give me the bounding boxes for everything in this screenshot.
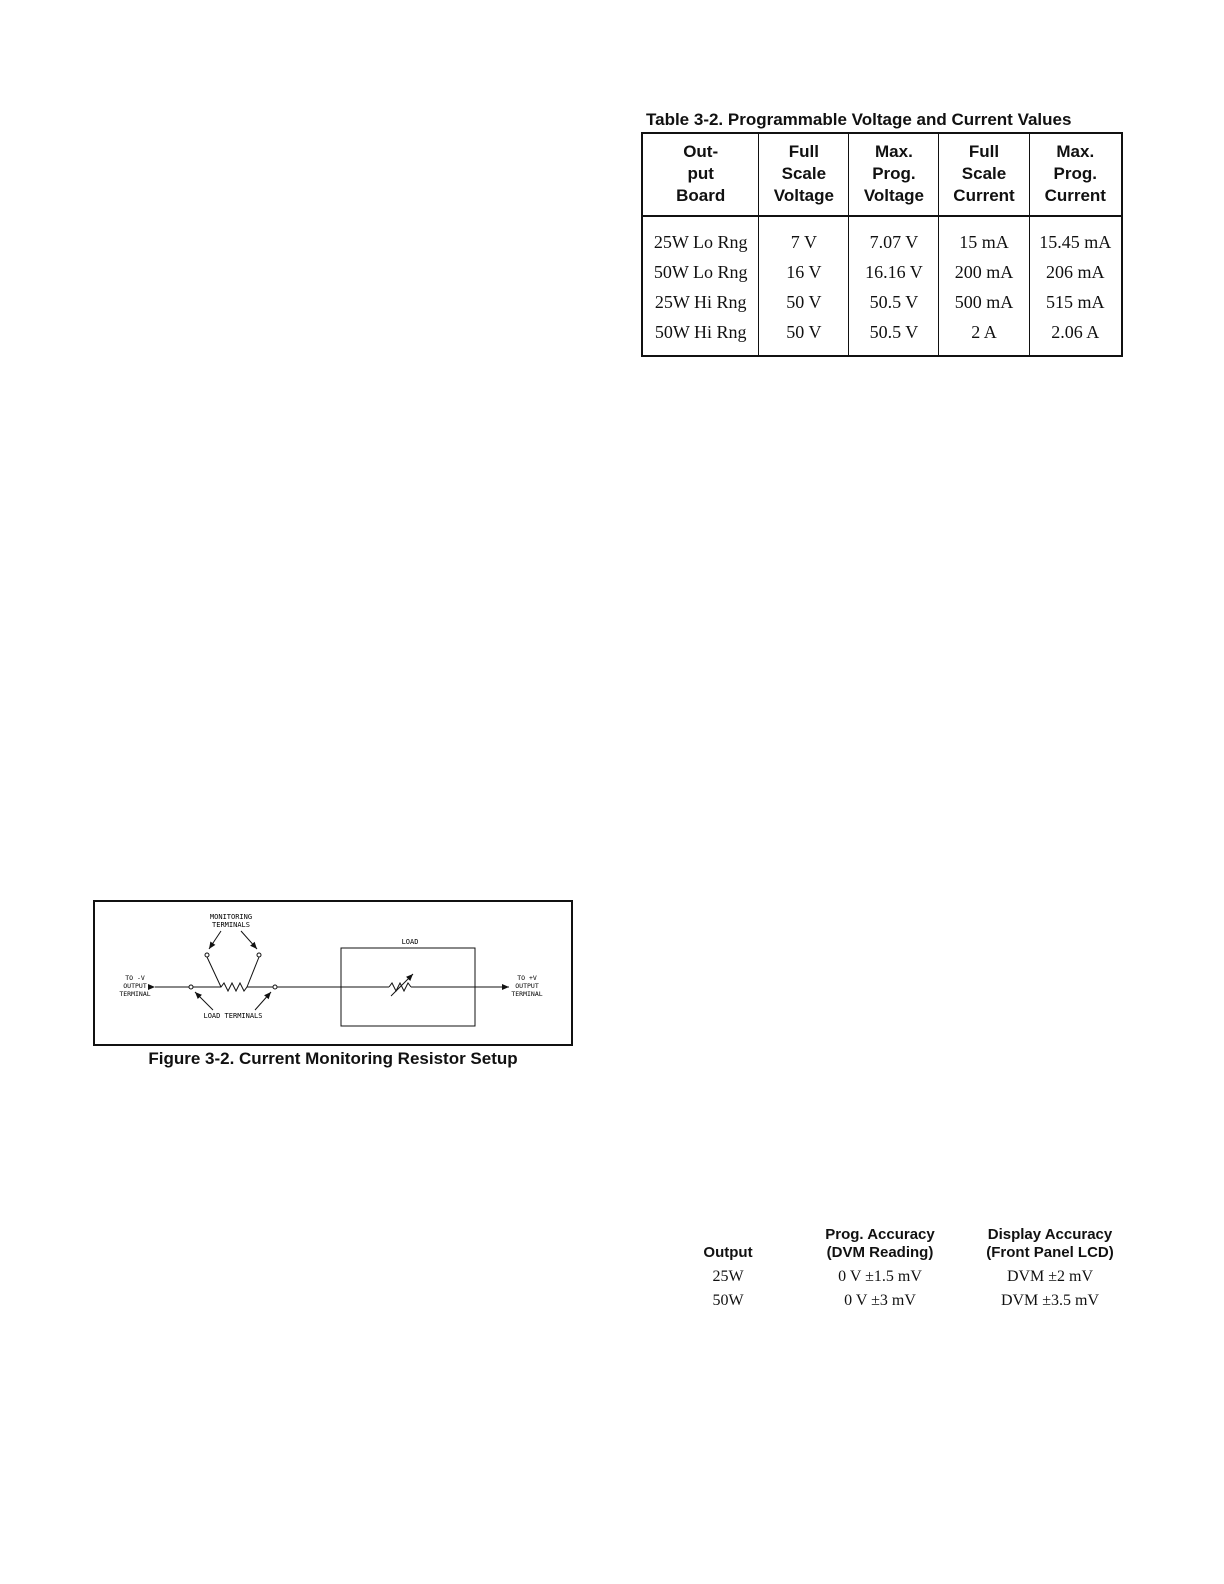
cell-max-prog-voltage: 16.16 V: [849, 257, 939, 287]
left-terminal-label-3: TERMINAL: [119, 990, 151, 998]
load-terminals-label: LOAD TERMINALS: [203, 1012, 263, 1020]
monitoring-label-1: MONITORING: [209, 913, 253, 921]
load-label: LOAD: [401, 938, 419, 946]
cell-full-scale-current: 500 mA: [939, 287, 1029, 317]
cell-output-board: 50W Hi Rng: [642, 317, 759, 356]
monitoring-terminal-right: [257, 953, 261, 957]
left-terminal-label-1: TO -V: [125, 974, 145, 982]
monitor-pointer-right: [241, 931, 257, 949]
cell-max-prog-current: 15.45 mA: [1029, 216, 1122, 257]
header-output-board: Out- put Board: [642, 133, 759, 216]
circuit-schematic: [95, 902, 571, 1044]
cell-output-board: 25W Lo Rng: [642, 216, 759, 257]
load-terminal-left: [189, 985, 193, 989]
table-row: [642, 287, 1122, 317]
cell-max-prog-current: 515 mA: [1029, 287, 1122, 317]
table-row: [642, 317, 1122, 356]
header-output: Output: [703, 1244, 753, 1261]
table-row: [642, 257, 1122, 287]
cell-output-board: 50W Lo Rng: [642, 257, 759, 287]
right-terminal-label-1: TO +V: [517, 974, 537, 982]
cell-full-scale-voltage: 7 V: [759, 216, 849, 257]
cell-max-prog-voltage: 50.5 V: [849, 317, 939, 356]
load-pointer-right: [255, 992, 271, 1010]
header-max-prog-current: Max. Prog. Current: [1029, 133, 1122, 216]
voltage-current-table: [641, 132, 1123, 357]
header-full-scale-current: Full Scale Current: [939, 133, 1029, 216]
table-title: Table 3-2. Programmable Voltage and Current Values: [646, 110, 1072, 129]
right-terminal-label-3: TERMINAL: [511, 990, 543, 998]
current-monitoring-diagram: [93, 900, 573, 1046]
cell-max-prog-current: 206 mA: [1029, 257, 1122, 287]
cell-full-scale-current: 200 mA: [939, 257, 1029, 287]
cell-max-prog-voltage: 7.07 V: [849, 216, 939, 257]
header-max-prog-voltage: Max. Prog. Voltage: [849, 133, 939, 216]
monitoring-terminal-left: [205, 953, 209, 957]
load-terminal-right: [273, 985, 277, 989]
cell-full-scale-current: 2 A: [939, 317, 1029, 356]
header-display-accuracy: Display Accuracy (Front Panel LCD): [986, 1226, 1114, 1261]
cell-max-prog-voltage: 50.5 V: [849, 287, 939, 317]
acc-display-50w: DVM ±3.5 mV: [1000, 1292, 1100, 1309]
acc-prog-25w: 0 V ±1.5 mV: [838, 1268, 922, 1285]
table-header-row: [642, 133, 1122, 216]
cell-output-board: 25W Hi Rng: [642, 287, 759, 317]
monitor-pointer-left: [209, 931, 221, 949]
header-full-scale-voltage: Full Scale Voltage: [759, 133, 849, 216]
cell-full-scale-voltage: 50 V: [759, 287, 849, 317]
cell-max-prog-current: 2.06 A: [1029, 317, 1122, 356]
monitor-lead-left: [207, 957, 221, 987]
cell-full-scale-current: 15 mA: [939, 216, 1029, 257]
table-row: [642, 216, 1122, 257]
acc-output-25w: 25W: [712, 1268, 744, 1285]
header-prog-accuracy: Prog. Accuracy (DVM Reading): [825, 1226, 935, 1261]
acc-output-50w: 50W: [712, 1292, 744, 1309]
figure-caption: Figure 3-2. Current Monitoring Resistor Setup: [148, 1049, 518, 1068]
acc-display-25w: DVM ±2 mV: [1006, 1268, 1094, 1285]
acc-prog-50w: 0 V ±3 mV: [844, 1292, 916, 1309]
monitoring-resistor: [193, 983, 273, 991]
cell-full-scale-voltage: 16 V: [759, 257, 849, 287]
left-terminal-label-2: OUTPUT: [123, 982, 147, 990]
load-pointer-left: [195, 992, 213, 1010]
monitoring-label-2: TERMINALS: [212, 921, 250, 929]
right-terminal-label-2: OUTPUT: [515, 982, 539, 990]
cell-full-scale-voltage: 50 V: [759, 317, 849, 356]
monitor-lead-right: [247, 957, 259, 987]
